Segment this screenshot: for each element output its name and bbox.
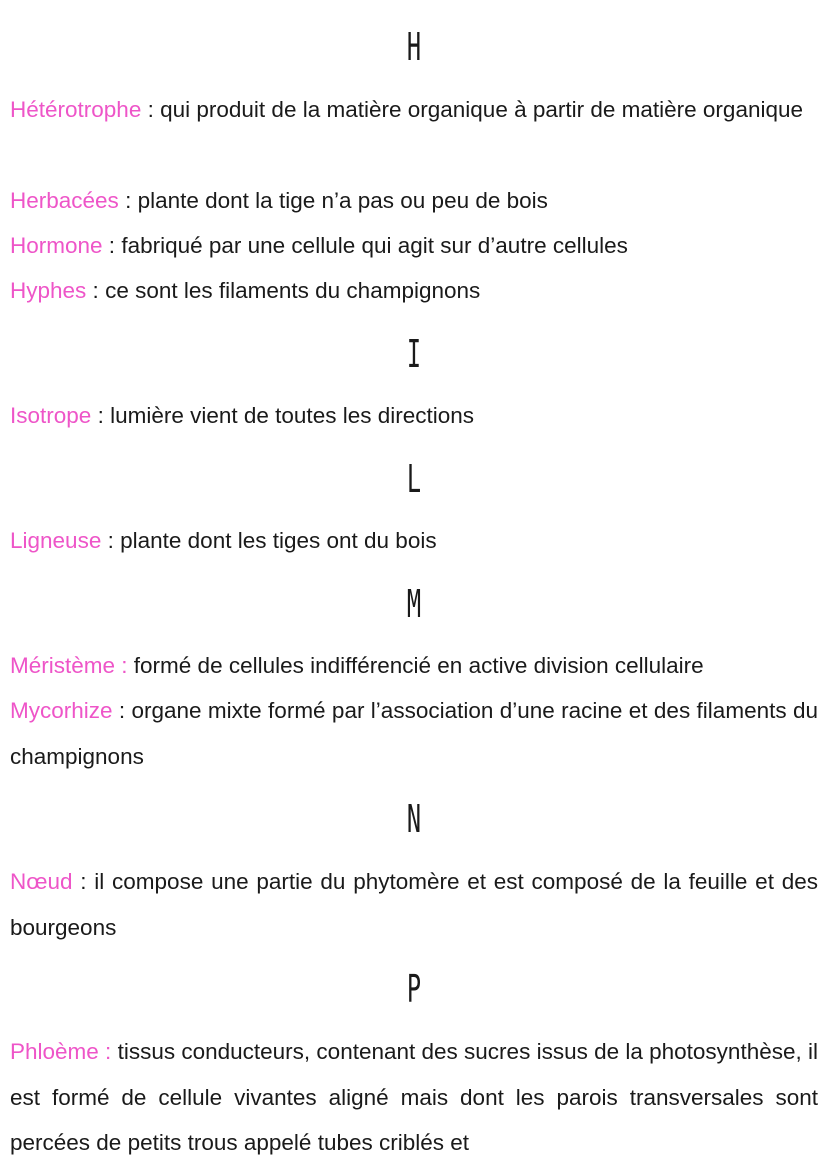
glossary-term: Phloème : [10, 1039, 112, 1064]
glossary-definition: tissus conducteurs, contenant des sucres issus de la photosynthèse, il est formé de cellule vivantes aligné mais dont les parois transversales sont percées de petits trous appelé tubes criblés et [10, 1039, 818, 1155]
glossary-definition: lumière vient de toutes les directions [110, 403, 475, 428]
glossary-term: Méristème : [10, 653, 128, 678]
term-separator: : [72, 869, 95, 894]
glossary-definition: ce sont les filaments du champignons [105, 278, 481, 303]
term-separator: : [91, 403, 111, 428]
glossary-entry [10, 859, 818, 950]
glossary-entry [10, 688, 818, 779]
glossary-term: Isotrope [10, 403, 92, 428]
glossary-definition: plante dont les tiges ont du bois [120, 528, 437, 553]
term-separator: : [86, 278, 106, 303]
glossary-term: Herbacées [10, 188, 119, 213]
glossary-definition: fabriqué par une cellule qui agit sur d’autre cellules [121, 233, 628, 258]
glossary-definition: organe mixte formé par l’association d’une racine et des filaments du champignons [10, 698, 818, 769]
glossary-term: Hétérotrophe [10, 97, 142, 122]
section-letter-p: P [406, 967, 422, 1011]
glossary-term: Hormone [10, 233, 103, 258]
section-letter-l: L [406, 457, 422, 501]
glossary-entry [10, 1029, 818, 1166]
glossary-term: Nœud [10, 869, 73, 894]
glossary-entry [10, 393, 818, 439]
section-letter-h: H [406, 25, 422, 69]
section-letter-i: I [406, 332, 422, 376]
glossary-term: Mycorhize [10, 698, 113, 723]
term-separator: : [101, 528, 121, 553]
section-letter-m: M [406, 582, 422, 626]
glossary-definition: formé de cellules indifférencié en active division cellulaire [133, 653, 704, 678]
glossary-definition: qui produit de la matière organique à partir de matière organique [160, 97, 804, 122]
term-separator: : [141, 97, 161, 122]
glossary-definition: plante dont la tige n’a pas ou peu de bois [137, 188, 548, 213]
glossary-definition: il compose une partie du phytomère et est composé de la feuille et des bourgeons [10, 869, 818, 940]
glossary-entry [10, 643, 818, 689]
section-letter-n: N [406, 797, 422, 841]
glossary-term: Ligneuse [10, 528, 102, 553]
glossary-entry [10, 268, 818, 314]
term-separator: : [118, 188, 138, 213]
term-separator: : [112, 698, 132, 723]
glossary-entry [10, 223, 818, 269]
glossary-entry [10, 518, 818, 564]
term-separator: : [102, 233, 122, 258]
glossary-entry [10, 178, 818, 224]
glossary-term: Hyphes [10, 278, 87, 303]
glossary-entry [10, 87, 818, 133]
